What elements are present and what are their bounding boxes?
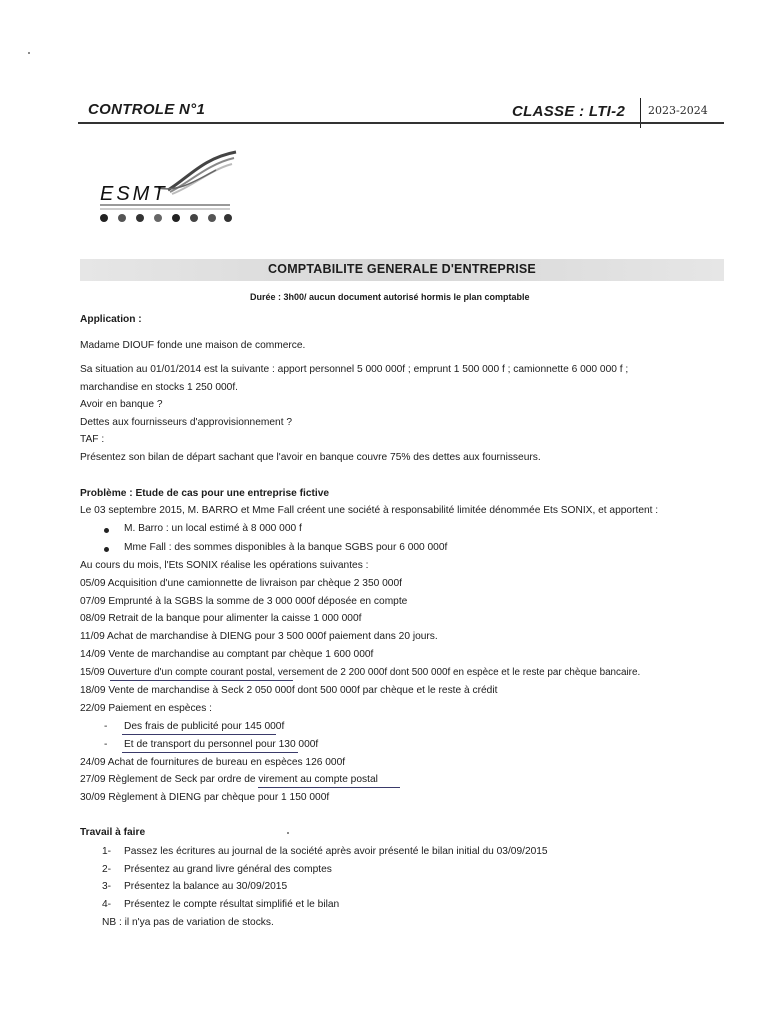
- task-number: 3-: [102, 881, 112, 892]
- header-rule: [78, 122, 724, 124]
- task-number: 2-: [102, 864, 112, 875]
- bullet-item: M. Barro : un local estimé à 8 000 000 f: [124, 523, 302, 534]
- application-line: Avoir en banque ?: [80, 399, 163, 410]
- task-item: Présentez la balance au 30/09/2015: [124, 881, 288, 892]
- task-number: 1-: [102, 846, 112, 857]
- application-line: TAF :: [80, 434, 105, 445]
- operation-line: 07/09 Emprunté à la SGBS la somme de 3 000 000f déposée en compte: [80, 596, 408, 607]
- course-title: COMPTABILITE GENERALE D'ENTREPRISE: [268, 262, 536, 276]
- application-heading: Application :: [80, 314, 142, 325]
- bullet-dot: [104, 528, 109, 533]
- operation-line: 22/09 Paiement en espèces :: [80, 703, 212, 714]
- handwritten-underline: [258, 787, 400, 788]
- operation-line: 18/09 Vente de marchandise à Seck 2 050 000f dont 500 000f par chèque et le reste à crédit: [80, 685, 498, 696]
- task-item: Présentez le compte résultat simplifié et le bilan: [124, 899, 340, 910]
- operation-line: 11/09 Achat de marchandise à DIENG pour 3 500 000f paiement dans 20 jours.: [80, 631, 438, 642]
- task-item: Présentez au grand livre général des comptes: [124, 864, 332, 875]
- application-line: Dettes aux fournisseurs d'approvisionnement ?: [80, 417, 293, 428]
- operation-line: 14/09 Vente de marchandise au comptant par chèque 1 600 000f: [80, 649, 374, 660]
- handwritten-underline: [110, 680, 293, 681]
- operation-line: 05/09 Acquisition d'une camionnette de livraison par chèque 2 350 000f: [80, 578, 402, 589]
- dash-marker: -: [104, 721, 108, 732]
- application-line: Sa situation au 01/01/2014 est la suivante : apport personnel 5 000 000f ; emprunt 1 500 000 f ; camionnette 6 000 000 f ;: [80, 364, 629, 375]
- note-line: NB : il n'ya pas de variation de stocks.: [102, 917, 274, 928]
- operation-line: 08/09 Retrait de la banque pour alimenter la caisse 1 000 000f: [80, 613, 362, 624]
- esmt-logo: [98, 148, 238, 230]
- scan-speck: [28, 52, 30, 54]
- handwritten-underline: [122, 752, 298, 753]
- esmt-logo-graphic: [98, 148, 238, 230]
- dash-item: Des frais de publicité pour 145 000f: [124, 721, 285, 732]
- operation-line: 24/09 Achat de fournitures de bureau en espèces 126 000f: [80, 757, 346, 768]
- operations-intro: Au cours du mois, l'Ets SONIX réalise les opérations suivantes :: [80, 560, 369, 571]
- bullet-item: Mme Fall : des sommes disponibles à la banque SGBS pour 6 000 000f: [124, 542, 448, 553]
- handwritten-underline: [122, 734, 276, 735]
- academic-year: 2023-2024: [648, 104, 708, 117]
- bullet-dot: [104, 547, 109, 552]
- logo-text: ESMT: [100, 183, 168, 205]
- probleme-heading: Problème : Etude de cas pour une entreprise fictive: [80, 488, 330, 499]
- class-label: CLASSE : LTI-2: [512, 103, 626, 120]
- exam-number: CONTROLE N°1: [88, 101, 206, 118]
- exam-duration: Durée : 3h00/ aucun document autorisé hormis le plan comptable: [250, 292, 530, 302]
- application-line: Présentez son bilan de départ sachant que l'avoir en banque couvre 75% des dettes aux fournisseurs.: [80, 452, 541, 463]
- operation-line: 27/09 Règlement de Seck par ordre de virement au compte postal: [80, 774, 378, 785]
- operation-line: 30/09 Règlement à DIENG par chèque pour 1 150 000f: [80, 792, 330, 803]
- probleme-intro: Le 03 septembre 2015, M. BARRO et Mme Fall créent une société à responsabilité limitée dénommée Ets SONIX, et apportent :: [80, 505, 659, 516]
- scan-speck: [287, 832, 289, 834]
- application-line: marchandise en stocks 1 250 000f.: [80, 382, 239, 393]
- dash-item: Et de transport du personnel pour 130 000f: [124, 739, 319, 750]
- travail-heading: Travail à faire: [80, 827, 146, 838]
- task-number: 4-: [102, 899, 112, 910]
- operation-line: 15/09 Ouverture d'un compte courant postal, versement de 2 200 000f dont 500 000f en espèce et le reste par chèque bancaire.: [80, 667, 641, 678]
- application-line: Madame DIOUF fonde une maison de commerce.: [80, 340, 306, 351]
- task-item: Passez les écritures au journal de la société après avoir présenté le bilan initial du 03/09/2015: [124, 846, 548, 857]
- dash-marker: -: [104, 739, 108, 750]
